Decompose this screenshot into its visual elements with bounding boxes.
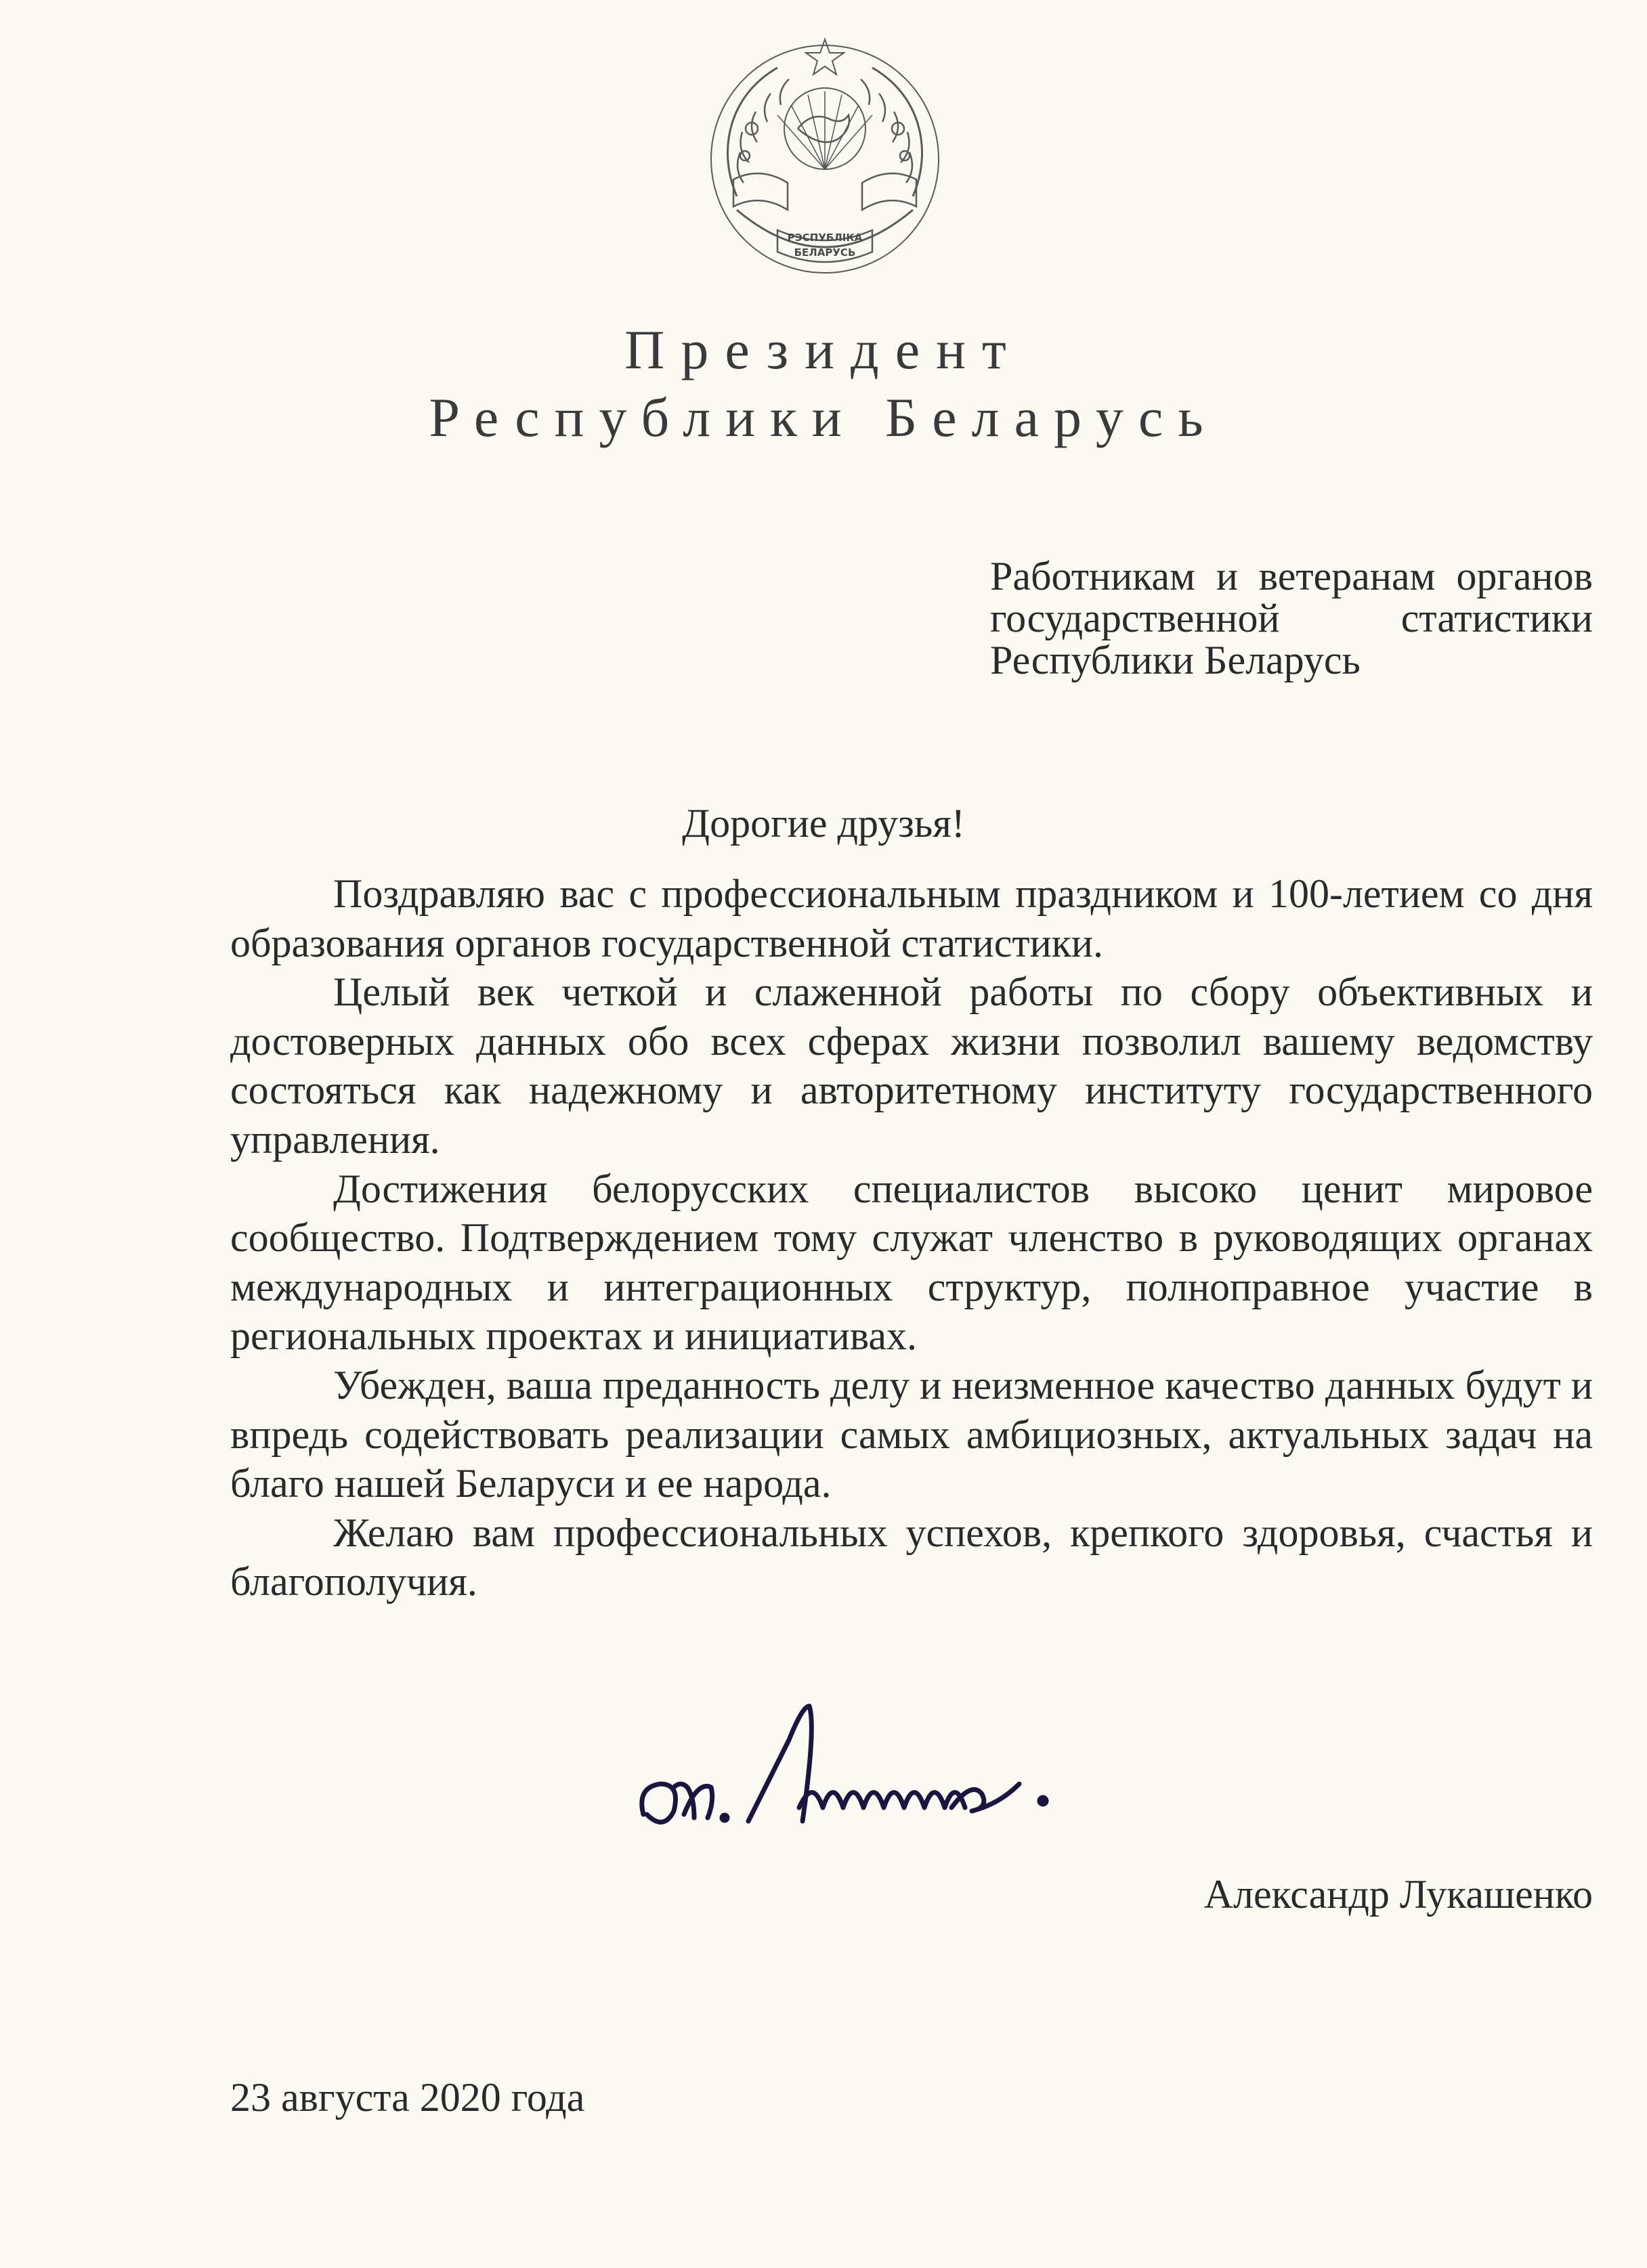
addressee-line: государственной статистики bbox=[990, 596, 1593, 640]
body-paragraph: Поздравляю вас с профессиональным праздником и 100-летием со дня образования органов государственной статистики. bbox=[230, 871, 1593, 965]
belarus-emblem-icon bbox=[696, 27, 954, 284]
salutation: Дорогие друзья! bbox=[682, 801, 965, 846]
letterhead-title: Президент bbox=[624, 319, 1023, 380]
handwritten-signature bbox=[616, 1699, 1104, 1855]
body-paragraph: Целый век четкой и слаженной работы по сбору объективных и достоверных данных обо всех сферах жизни позволил вашему ведомству состояться как надежному и авторитетному институту государственного управления. bbox=[230, 969, 1593, 1162]
addressee-line: Республики Беларусь bbox=[990, 638, 1361, 682]
signer-name: Александр Лукашенко bbox=[1203, 1872, 1593, 1917]
letter-date: 23 августа 2020 года bbox=[230, 2075, 585, 2120]
body-paragraph: Достижения белорусских специалистов высоко ценит мировое сообщество. Подтверждением тому служат членство в руководящих органах международных и интеграционных структур, полноправное участие в региональных проектах и инициативах. bbox=[230, 1166, 1593, 1359]
body-paragraph: Желаю вам профессиональных успехов, крепкого здоровья, счастья и благополучия. bbox=[230, 1510, 1593, 1605]
letterhead-subtitle: Республики Беларусь bbox=[429, 387, 1218, 448]
emblem-ribbon-bottom: БЕЛАРУСЬ bbox=[794, 246, 856, 259]
addressee-line: Работникам и ветеранам органов bbox=[990, 554, 1593, 598]
body-paragraph: Убежден, ваша преданность делу и неизменное качество данных будут и впредь содействовать реализации самых амбициозных, актуальных задач на благо нашей Беларуси и ее народа. bbox=[230, 1362, 1593, 1506]
addressee-block bbox=[990, 555, 1593, 681]
letter-body bbox=[230, 869, 1593, 1607]
emblem-ribbon-top: РЭСПУБЛІКА bbox=[787, 232, 863, 244]
